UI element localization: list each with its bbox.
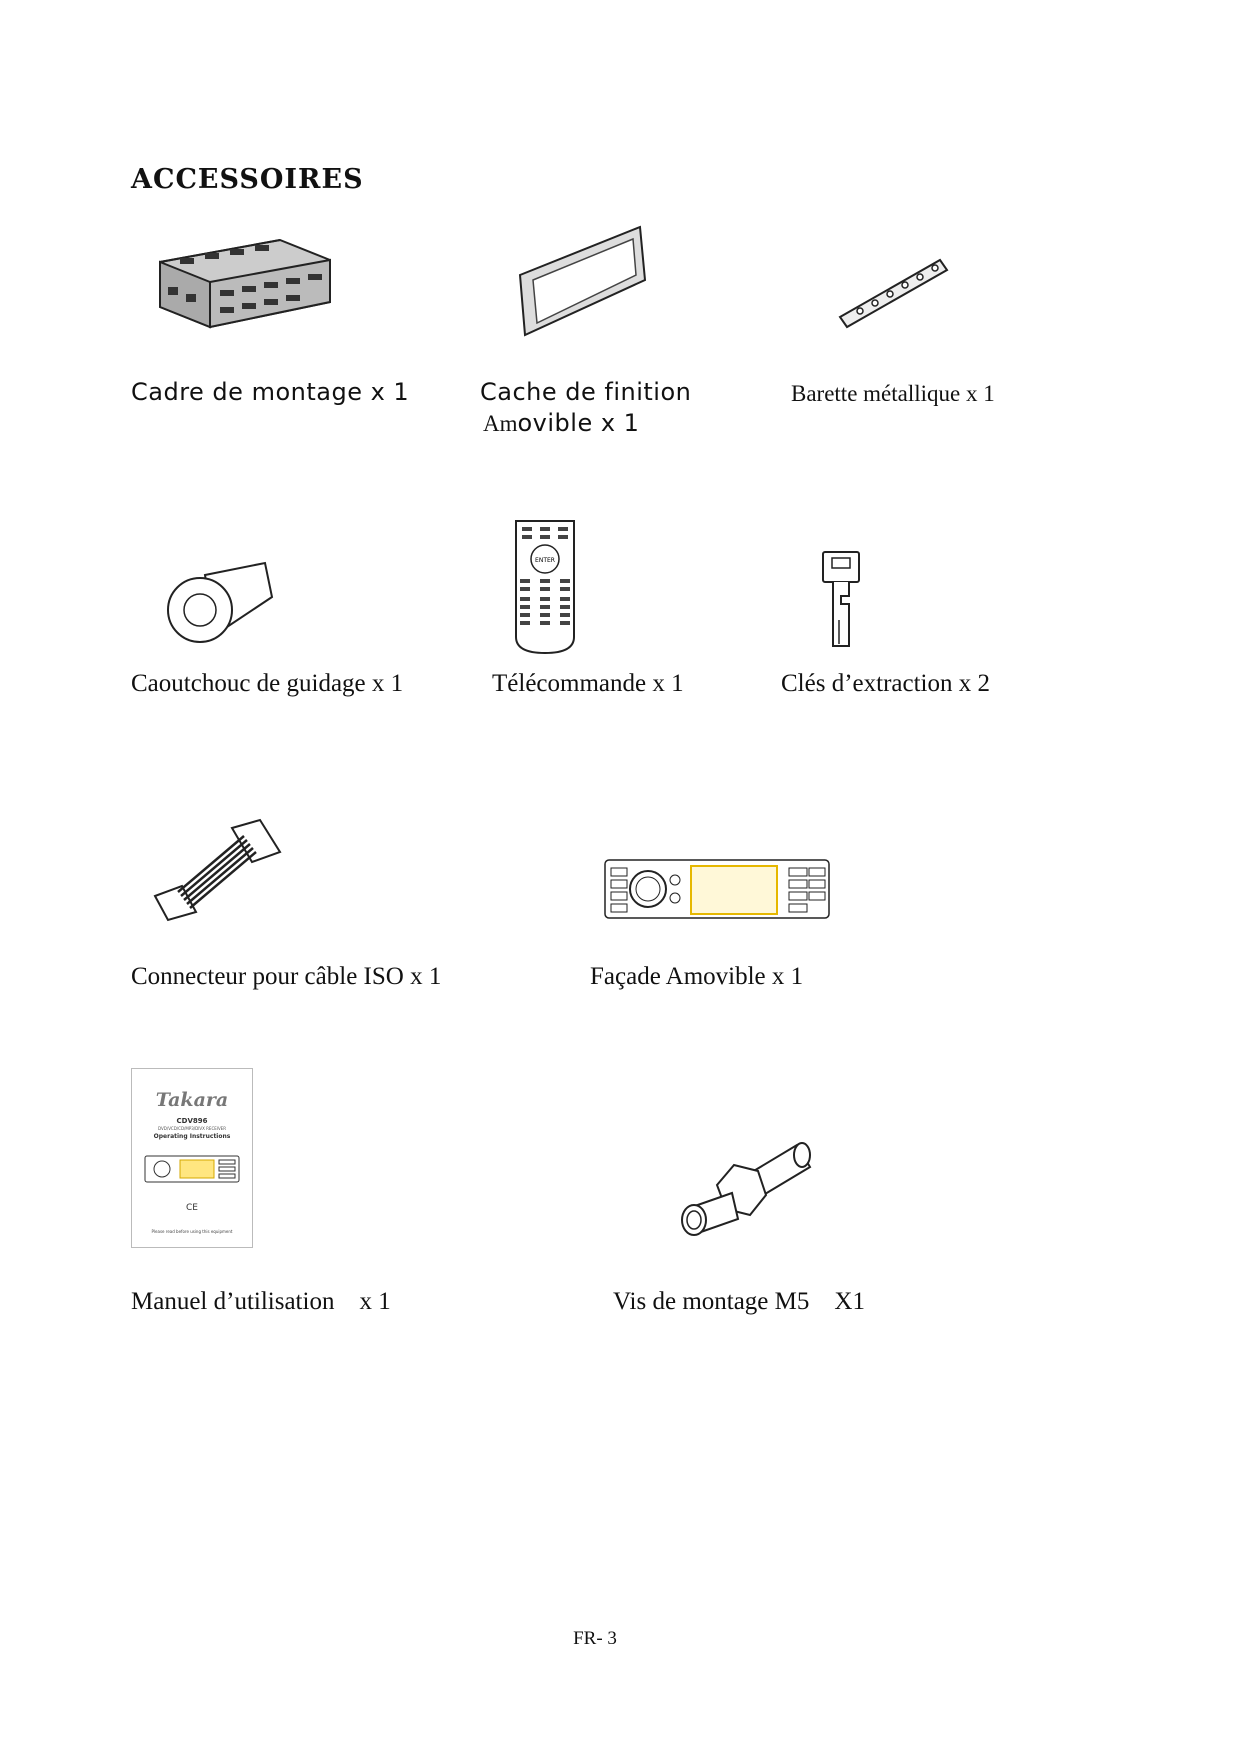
item-label: Cache de finition <box>480 378 692 406</box>
manual-device-picture <box>144 1155 240 1183</box>
manual-heading: Operating Instructions <box>153 1133 231 1140</box>
item-label: Barette métallique x 1 <box>791 381 995 406</box>
iso-connector-icon <box>150 818 285 923</box>
trim-ring-icon <box>515 225 650 340</box>
ce-mark: CE <box>186 1203 198 1213</box>
detachable-panel-icon <box>603 858 831 922</box>
manual-note: Please read before using this equipment <box>151 1229 233 1234</box>
page-number: FR- 3 <box>573 1628 617 1649</box>
extraction-key-icon <box>815 548 865 653</box>
item-label: Cadre de montage x 1 <box>131 378 410 406</box>
item-label: Connecteur pour câble ISO x 1 <box>131 963 442 990</box>
mounting-frame-icon <box>150 232 340 342</box>
item-label: Manuel d’utilisation x 1 <box>131 1288 391 1315</box>
rubber-bush-icon <box>160 555 280 655</box>
item-label: Clés d’extraction x 2 <box>781 670 990 697</box>
screw-icon <box>672 1135 812 1245</box>
manual-icon <box>131 1068 253 1248</box>
remote-control-icon <box>512 517 578 657</box>
page-title: ACCESSOIRES <box>131 164 364 195</box>
item-label: Télécommande x 1 <box>492 670 684 697</box>
item-label: Caoutchouc de guidage x 1 <box>131 670 404 697</box>
manual-subtitle: DVD/VCD/CD/MP3/DIVX RECEIVER <box>158 1126 226 1131</box>
brand-logo: Takara <box>155 1089 229 1111</box>
item-label-continued: Amovible x 1 <box>483 409 640 437</box>
manual-model: CDV896 <box>176 1117 208 1125</box>
metal-strap-icon <box>835 255 950 335</box>
item-label: Façade Amovible x 1 <box>590 963 804 990</box>
item-label: Vis de montage M5 X1 <box>613 1288 865 1315</box>
svg-text:ENTER: ENTER <box>535 557 555 564</box>
